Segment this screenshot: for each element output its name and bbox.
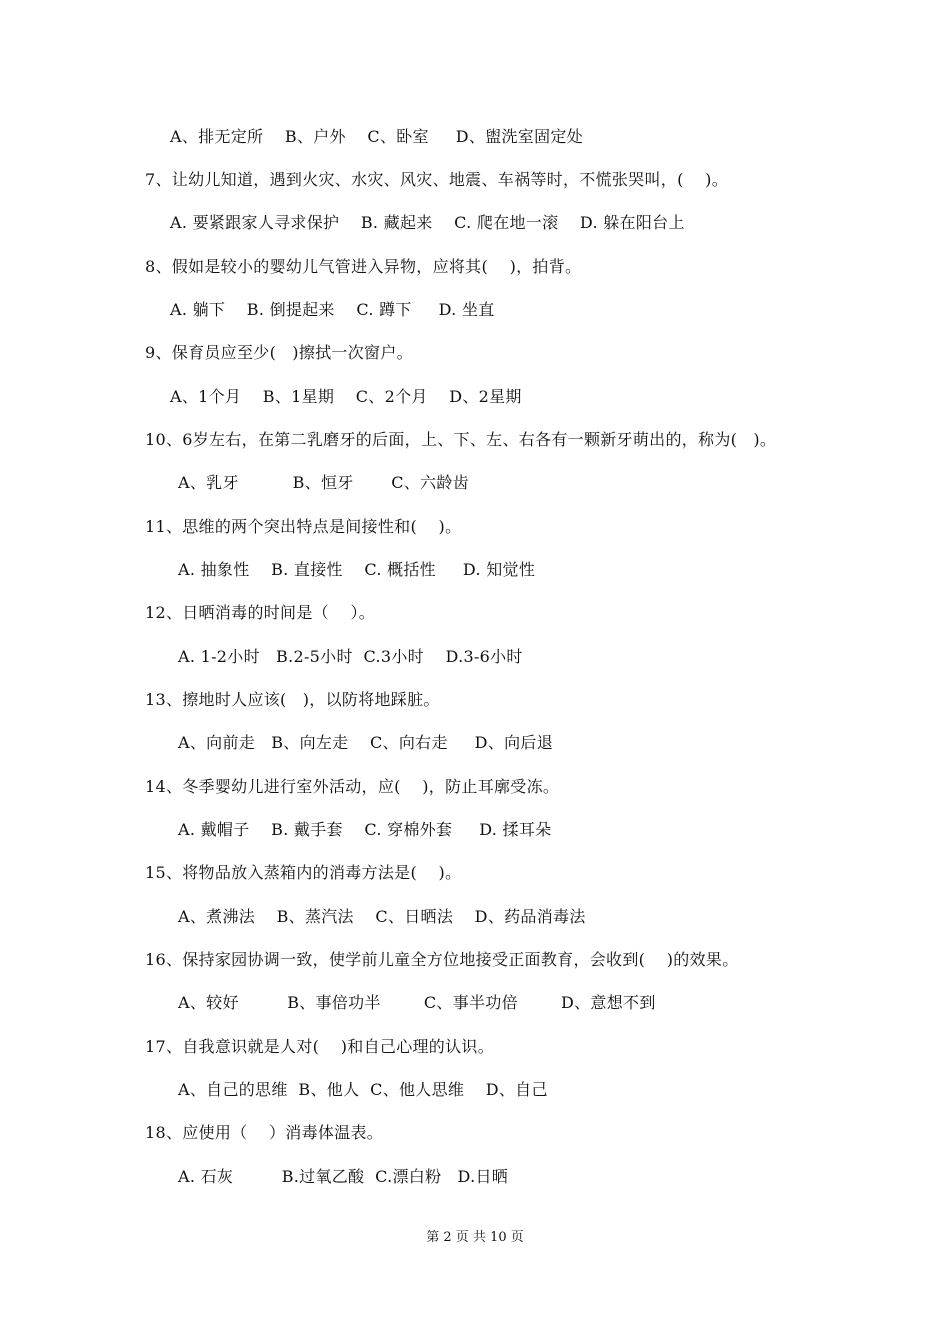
option-line-q7: A. 要紧跟家人寻求保护 B. 藏起来 C. 爬在地一滚 D. 躲在阳台上	[170, 213, 685, 232]
option-line-q17: A、自己的思维 B、他人 C、他人思维 D、自己	[178, 1080, 548, 1099]
question-11: 11、思维的两个突出特点是间接性和( )。	[145, 517, 462, 536]
option-line-q6: A、排无定所 B、户外 C、卧室 D、盥洗室固定处	[170, 127, 584, 146]
option-line-q15: A、煮沸法 B、蒸汽法 C、日晒法 D、药品消毒法	[178, 907, 586, 926]
question-18: 18、应使用（ ）消毒体温表。	[145, 1123, 384, 1142]
question-9: 9、保育员应至少( )擦拭一次窗户。	[145, 343, 413, 362]
option-line-q11: A. 抽象性 B. 直接性 C. 概括性 D. 知觉性	[178, 560, 536, 579]
option-line-q13: A、向前走 B、向左走 C、向右走 D、向后退	[178, 733, 554, 752]
option-line-q9: A、1个月 B、1星期 C、2个月 D、2星期	[170, 387, 522, 406]
question-7: 7、让幼儿知道，遇到火灾、水灾、风灾、地震、车祸等时，不慌张哭叫，( )。	[145, 170, 729, 189]
page-footer: 第 2 页 共 10 页	[426, 1230, 524, 1245]
option-line-q18: A. 石灰 B.过氧乙酸 C.漂白粉 D.日晒	[178, 1167, 509, 1186]
question-8: 8、假如是较小的婴幼儿气管进入异物，应将其( )，拍背。	[145, 257, 582, 276]
question-10: 10、6岁左右，在第二乳磨牙的后面，上、下、左、右各有一颗新牙萌出的，称为( )。	[145, 430, 777, 449]
question-12: 12、日晒消毒的时间是（ ）。	[145, 603, 376, 622]
option-line-q12: A. 1-2小时 B.2-5小时 C.3小时 D.3-6小时	[178, 647, 523, 666]
question-13: 13、擦地时人应该( )，以防将地踩脏。	[145, 690, 440, 709]
question-16: 16、保持家园协调一致，使学前儿童全方位地接受正面教育，会收到( )的效果。	[145, 950, 739, 969]
question-14: 14、冬季婴幼儿进行室外活动，应( )，防止耳廓受冻。	[145, 777, 560, 796]
option-line-q16: A、较好 B、事倍功半 C、事半功倍 D、意想不到	[178, 993, 656, 1012]
option-line-q14: A. 戴帽子 B. 戴手套 C. 穿棉外套 D. 揉耳朵	[178, 820, 552, 839]
option-line-q8: A. 躺下 B. 倒提起来 C. 蹲下 D. 坐直	[170, 300, 495, 319]
question-17: 17、自我意识就是人对( )和自己心理的认识。	[145, 1037, 494, 1056]
question-15: 15、将物品放入蒸箱内的消毒方法是( )。	[145, 863, 462, 882]
option-line-q10: A、乳牙 B、恒牙 C、六龄齿	[178, 473, 470, 492]
